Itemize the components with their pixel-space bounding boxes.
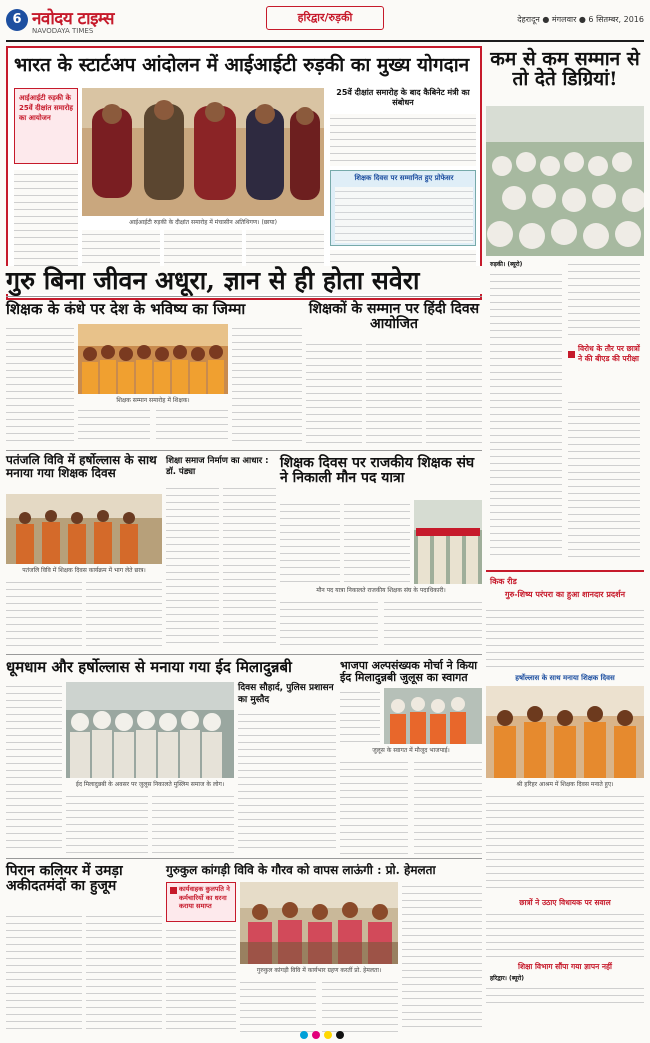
- startup-column-5: [330, 114, 476, 166]
- startup-box-head: शिक्षक दिवस पर सम्मानित हुए प्रोफेसर: [354, 174, 454, 182]
- patanjali-photo: [6, 494, 162, 564]
- patanjali-column-2: [86, 578, 162, 648]
- story-patanjali: [6, 454, 162, 650]
- hindi-diwas-column-1: [306, 340, 362, 444]
- gurukul-column-1: [166, 926, 236, 1032]
- last-text: [486, 984, 644, 1004]
- page-number: 6: [6, 9, 28, 31]
- kick-read-column-2: [486, 792, 644, 894]
- ashram-event-photo: [486, 686, 644, 778]
- bhajpa-photo: [384, 688, 482, 744]
- eid-column-3: [152, 792, 234, 854]
- nirman-column-1: [166, 484, 219, 648]
- gurukul-side-box: [166, 882, 236, 922]
- startup-subhead: 25वें दीक्षांत समारोह के बाद कैबिनेट मंत्री का संबोधन: [336, 88, 470, 107]
- maun-column-1: [280, 500, 340, 584]
- patanjali-caption: पतंजलि विवि में शिक्षक दिवस कार्यक्रम में भाग लेते छात्र।: [22, 567, 146, 574]
- gurukul-office-photo: [240, 882, 398, 964]
- teachers-column-2: [78, 406, 150, 444]
- story-piran: [6, 862, 162, 1032]
- last-headline: शिक्षा विभाग सौंपा गया ज्ञापन नहीं: [518, 962, 612, 971]
- startup-side-note-box: [14, 88, 78, 164]
- eid-column-2: [66, 792, 148, 854]
- story-teachers-doctor: [6, 300, 302, 446]
- gurukul-column-3: [322, 978, 398, 1032]
- dateline: देहरादून ● मंगलवार ● 6 सितम्बर, 2016: [517, 15, 644, 24]
- story-eid: [6, 658, 336, 856]
- kick-read-label: किक रीड: [490, 577, 517, 586]
- eid-procession-photo: [66, 682, 234, 778]
- bhajpa-caption: जुलूस के स्वागत में मौजूद भाजपाई।: [372, 747, 450, 754]
- teachers-headline: शिक्षक के कंधे पर देश के भविष्य का जिम्मा: [6, 300, 246, 318]
- virodh-headline: विरोध के तौर पर छात्रों ने की बीएड की परीक्षा: [578, 344, 640, 363]
- chhatra-text: [486, 910, 644, 958]
- story-degrees: [486, 46, 644, 566]
- gurukul-column-4: [402, 882, 482, 1032]
- ceremony-crowd-photo: [486, 106, 644, 256]
- tribute-text: [238, 710, 336, 854]
- calibration-dot: [336, 1031, 344, 1039]
- story-maun: [280, 454, 482, 650]
- last-byline: हरिद्वार। (ब्यूरो): [490, 975, 524, 982]
- story-nirman: [166, 454, 276, 650]
- bhajpa-column-3: [414, 758, 482, 854]
- maun-photo: [414, 500, 482, 584]
- eid-headline: धूमधाम और हर्षोल्लास से मनाया गया ईद मिलादुन्नबी: [6, 658, 292, 676]
- gurukul-column-2: [240, 978, 316, 1032]
- degrees-photo: [486, 106, 644, 256]
- bhajpa-welcome-photo: [384, 688, 482, 744]
- startup-caption: आईआईटी रुड़की के दीक्षांत समारोह में मंचासीन अतिथिगण। (छाया): [129, 219, 277, 226]
- degrees-column-2: [568, 260, 640, 340]
- story-hindi-diwas: [306, 300, 482, 446]
- kick-read-caption: श्री हरिहर आश्रम में शिक्षक दिवस मनाते हुए।: [516, 781, 614, 788]
- degrees-column-1: [490, 270, 562, 560]
- startup-headline: भारत के स्टार्टअप आंदोलन में आईआईटी रुड़की का मुख्य योगदान: [14, 54, 470, 76]
- banner-headline: गुरु बिना जीवन अधूरा, ज्ञान से ही होता सवेरा: [6, 266, 482, 294]
- calibration-dot: [312, 1031, 320, 1039]
- section-label: हरिद्वार/रुड़की: [266, 6, 384, 30]
- teachers-group-photo: [78, 324, 228, 394]
- patanjali-event-photo: [6, 494, 162, 564]
- mid-rule: [6, 450, 482, 451]
- story-gurukul: [166, 862, 482, 1032]
- eid-photo: [66, 682, 234, 778]
- story-virodh: [568, 344, 640, 396]
- chhatra-headline: छात्रों ने उठाए विधायक पर सवाल: [519, 898, 611, 907]
- hindi-diwas-headline: शिक्षकों के सम्मान पर हिंदी दिवस आयोजित: [308, 301, 480, 332]
- tribute-headline: दिवस सौहार्द, पुलिस प्रशासन का मुस्तैद: [238, 683, 334, 705]
- kick-read-photo: [486, 686, 644, 778]
- gurukul-side-head: कार्यवाहक कुलपति ने कर्मचारियों का धरना कराया समाप्त: [179, 885, 230, 910]
- story-bhajpa: [340, 658, 482, 856]
- maun-column-4: [384, 598, 482, 648]
- bullet-icon: [170, 887, 177, 894]
- startup-box: [330, 170, 476, 246]
- kick-read-column-1: [486, 606, 644, 672]
- bullet-icon: [568, 351, 575, 358]
- maun-march-photo: [414, 500, 482, 584]
- eid-column-1: [6, 682, 62, 854]
- banner-rule: [6, 296, 482, 297]
- story-startup: [6, 46, 482, 300]
- teachers-column-3: [156, 406, 228, 444]
- bhajpa-headline: भाजपा अल्पसंख्यक मोर्चा ने किया ईद मिलादुन्नबी जुलूस का स्वागत: [340, 659, 478, 684]
- degrees-headline: कम से कम सम्मान से तो देते डिग्रियां!: [490, 48, 640, 90]
- gurukul-headline: गुरुकुल कांगड़ी विवि के गौरव को वापस लाऊंगी : प्रो. हेमलता: [166, 863, 436, 877]
- startup-photo: [82, 88, 324, 216]
- patanjali-headline: पतंजलि विवि में हर्षोल्लास के साथ मनाया गया शिक्षक दिवस: [6, 453, 157, 480]
- patanjali-column-1: [6, 578, 82, 648]
- eid-caption: ईद मिलादुन्नबी के अवसर पर जुलूस निकालते मुस्लिम समाज के लोग।: [75, 781, 225, 788]
- teachers-photo: [78, 324, 228, 394]
- bottom-rule: [6, 858, 482, 859]
- degrees-byline: रुड़की। (ब्यूरो): [490, 261, 523, 268]
- nirman-column-2: [223, 484, 276, 648]
- masthead: [6, 6, 644, 42]
- hindi-diwas-column-2: [366, 340, 422, 444]
- bhajpa-column-1: [340, 688, 380, 744]
- gurukul-photo: [240, 882, 398, 964]
- convocation-photo: [82, 88, 324, 216]
- nirman-headline: शिक्षा समाज निर्माण का आधार : डॉ. पंड्या: [166, 456, 269, 477]
- teachers-caption: शिक्षक सम्मान समारोह में शिक्षक।: [116, 397, 190, 404]
- maun-headline: शिक्षक दिवस पर राजकीय शिक्षक संघ ने निकाली मौन पद यात्रा: [280, 455, 475, 486]
- calibration-dot: [300, 1031, 308, 1039]
- maun-column-3: [280, 598, 378, 648]
- maun-caption: मौन पद यात्रा निकालते राजकीय शिक्षक संघ के पदाधिकारी।: [316, 587, 446, 594]
- teachers-column-1: [6, 324, 74, 444]
- bhajpa-column-2: [340, 758, 408, 854]
- maun-column-2: [344, 500, 410, 584]
- startup-side-note: आईआईटी रुड़की के 25वें दीक्षांत समारोह का आयोजन: [19, 94, 73, 122]
- kick-read: [486, 570, 644, 1002]
- gurukul-caption: गुरुकुल कांगड़ी विवि में कार्यभार ग्रहण करतीं प्रो. हेमलता।: [256, 967, 382, 974]
- piran-column-2: [86, 912, 162, 1032]
- eid-rule: [6, 654, 482, 655]
- piran-headline: पिरान कलियर में उमड़ा अकीदतमंदों का हुजूम: [6, 863, 123, 894]
- startup-box-text: [335, 187, 473, 243]
- teachers-column-4: [232, 324, 302, 444]
- hindi-diwas-column-3: [426, 340, 482, 444]
- piran-column-1: [6, 912, 82, 1032]
- virodh-text: [568, 398, 640, 560]
- kick-read-subhead: हर्षोल्लास के साथ मनाया शिक्षक दिवस: [515, 674, 615, 682]
- calibration-dot: [324, 1031, 332, 1039]
- newspaper-logo-sub: NAVODAYA TIMES: [32, 27, 94, 35]
- newspaper-logo: नवोदय टाइम्स: [32, 9, 114, 29]
- kick-read-headline: गुरु-शिष्य परंपरा का हुआ शानदार प्रदर्शन: [504, 590, 626, 599]
